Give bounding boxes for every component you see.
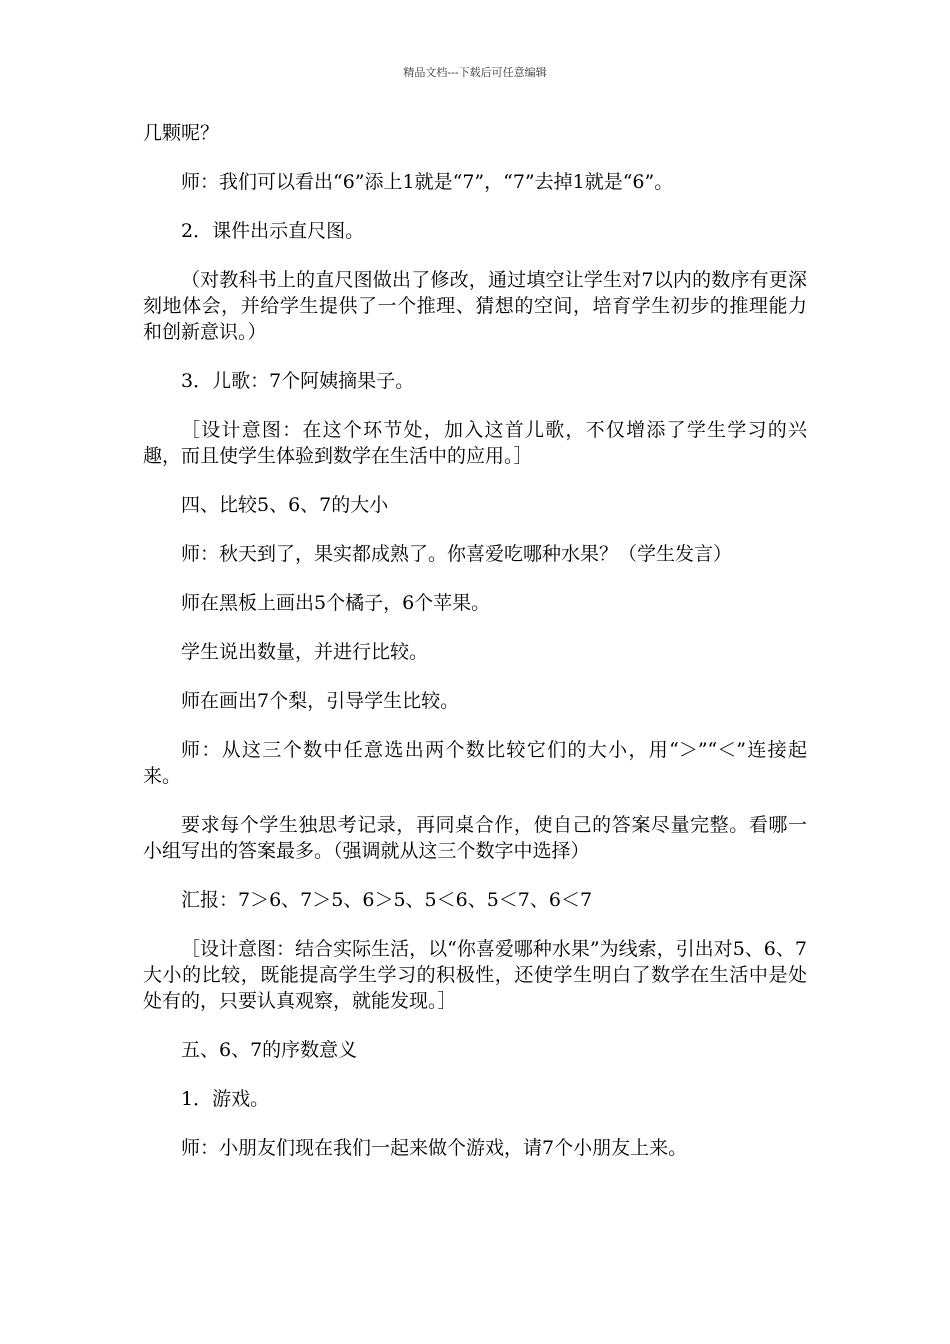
paragraph: 师在画出7个梨，引导学生比较。 [181, 690, 460, 712]
paragraph: 汇报：7＞6、7＞5、6＞5、5＜6、5＜7、6＜7 [181, 889, 593, 911]
paragraph: 几颗呢？ [143, 122, 220, 144]
paragraph: 要求每个学生独思考记录，再同桌合作，使自己的答案尽量完整。看哪一小组写出的答案最多。（强调就从这三个数字中选择） [143, 814, 807, 862]
paragraph: 3．儿歌：7个阿姨摘果子。 [181, 370, 415, 392]
paragraph: 师：秋天到了，果实都成熟了。你喜爱吃哪种水果？（学生发言） [181, 543, 733, 565]
document-body [143, 120, 807, 1184]
paragraph: 学生说出数量，并进行比较。 [181, 641, 429, 663]
paragraph: ［设计意图：结合实际生活，以“你喜爱哪种水果”为线索，引出对5、6、7大小的比较，既能提高学生学习的积极性，还使学生明白了数学在生活中是处处有的，只要认真观察，就能发现。］ [143, 938, 807, 1012]
section-heading: 四、比较5、6、7的大小 [181, 494, 389, 516]
paragraph: 2．课件出示直尺图。 [181, 220, 365, 242]
paragraph: 师：我们可以看出“6”添上1就是“7”，“7”去掉1就是“6”。 [181, 171, 674, 193]
paragraph: 师：从这三个数中任意选出两个数比较它们的大小，用“＞”“＜”连接起来。 [143, 739, 807, 787]
paragraph: 1．游戏。 [181, 1088, 270, 1110]
paragraph: 师在黑板上画出5个橘子，6个苹果。 [181, 592, 491, 614]
page-header: 精品文档---下载后可任意编辑 [403, 66, 547, 79]
paragraph: ［设计意图：在这个环节处，加入这首儿歌，不仅增添了学生学习的兴趣，而且使学生体验到数学在生活中的应用。］ [143, 419, 807, 467]
paragraph: 师：小朋友们现在我们一起来做个游戏，请7个小朋友上来。 [181, 1137, 688, 1159]
paragraph: （对教科书上的直尺图做出了修改，通过填空让学生对7以内的数序有更深刻地体会，并给学生提供了一个推理、猜想的空间，培育学生初步的推理能力和创新意识。） [143, 269, 807, 343]
section-heading: 五、6、7的序数意义 [181, 1039, 358, 1061]
